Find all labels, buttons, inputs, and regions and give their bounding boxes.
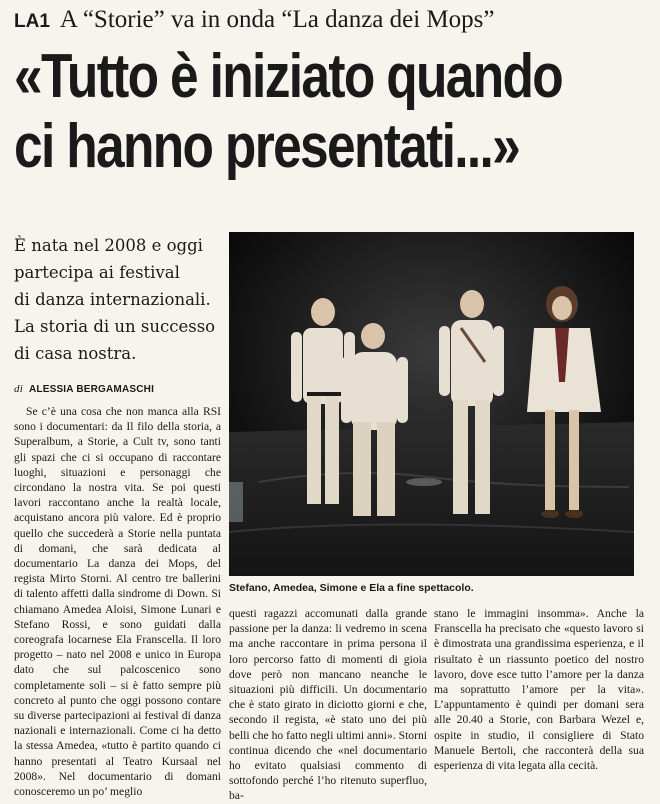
lead-line: di casa nostra.	[14, 344, 137, 363]
headline	[14, 42, 563, 182]
article-column-3: stano le immagini insomma». Anche la Franscella ha precisato che «questo lavoro si è dimostrata una grandissima esperienza, e il risultato è un riassunto poetico del nostro lavoro, dove esce tutto l’amore per la danza ma soprattutto l’amore per la vita». L’appuntamento è quindi per domani sera alle 20.40 a Storie, con Barbara Wezel e, ospite in studio, il consigliere di Stato Manuele Bertoli, che racconterà della sua esperienza di vita legata alla cecità.	[434, 607, 644, 773]
byline	[14, 383, 154, 395]
lead-paragraph	[14, 232, 220, 367]
stage-photo-illustration	[229, 232, 634, 576]
lead-line: partecipa ai festival	[14, 263, 180, 282]
article-column-1: Se c’è una cosa che non manca alla RSI sono i documentari: da Il filo della storia, a Superalbum, a Storie, a Cult tv, sono tanti gli spazi che ci si occupano di raccontare luoghi, situazioni e personaggi che circondano la nostra vita. Se poi questi lavori raccontano anche la realtà locale, acquistano ancora più valore. Ed è proprio quello che succederà a Storie nella puntata di domani, che sarà dedicata al documentario La danza dei Mops, del regista Mirto Storni. Al centro tre ballerini di talento affetti dalla sindrome di Down. Si chiamano Amedea Aloisi, Simone Lunari e Stefano Rossi, e sono guidati dalla coreografa locarnese Ela Franscella. Il loro progetto – nato nel 2008 e unico in Europa dato che sul palcoscenico sono completamente soli – si è fatto sempre più concreto al punto che oggi possono contare su diverse partecipazioni ai festival di danza nazionali e internazionali. Come ci ha detto la stessa Amedea, «tutto è partito quando ci hanno presentati al Teatro Kursaal nel 2008». Nel documentario di domani conosceremo un po’ meglio	[14, 405, 221, 799]
headline-line-1: «Tutto è iniziato quando	[14, 42, 563, 111]
stage-photo	[229, 232, 634, 576]
photo-caption: Stefano, Amedea, Simone e Ela a fine spettacolo.	[229, 582, 474, 594]
byline-author: ALESSIA BERGAMASCHI	[28, 384, 155, 395]
kicker-text: A “Storie” va in onda “La danza dei Mops”	[59, 6, 495, 33]
headline-line-2: ci hanno presentati...»	[14, 112, 520, 181]
lead-line: È nata nel 2008 e oggi	[14, 236, 203, 255]
kicker	[14, 6, 494, 34]
byline-prefix: di	[14, 383, 23, 395]
lead-line: di danza internazionali.	[14, 290, 211, 309]
lead-line: La storia di un successo	[14, 317, 216, 336]
channel-tag: LA1	[14, 11, 50, 32]
article-column-2: questi ragazzi accomunati dalla grande passione per la danza: li vedremo in scena ma anche raccontare in prima persona il loro percorso fatto di momenti di gioia dove però non mancano neanche le situazioni più difficili. Un documentario che è stato girato in diciotto giorni e che, secondo il regista, «è stato uno dei più belli che ho fatto negli ultimi anni». Storni continua dicendo che «nel documentario ho evitato qualsiasi commento di sottofondo perché l’ho ritenuto superfluo, ba-	[229, 607, 427, 803]
